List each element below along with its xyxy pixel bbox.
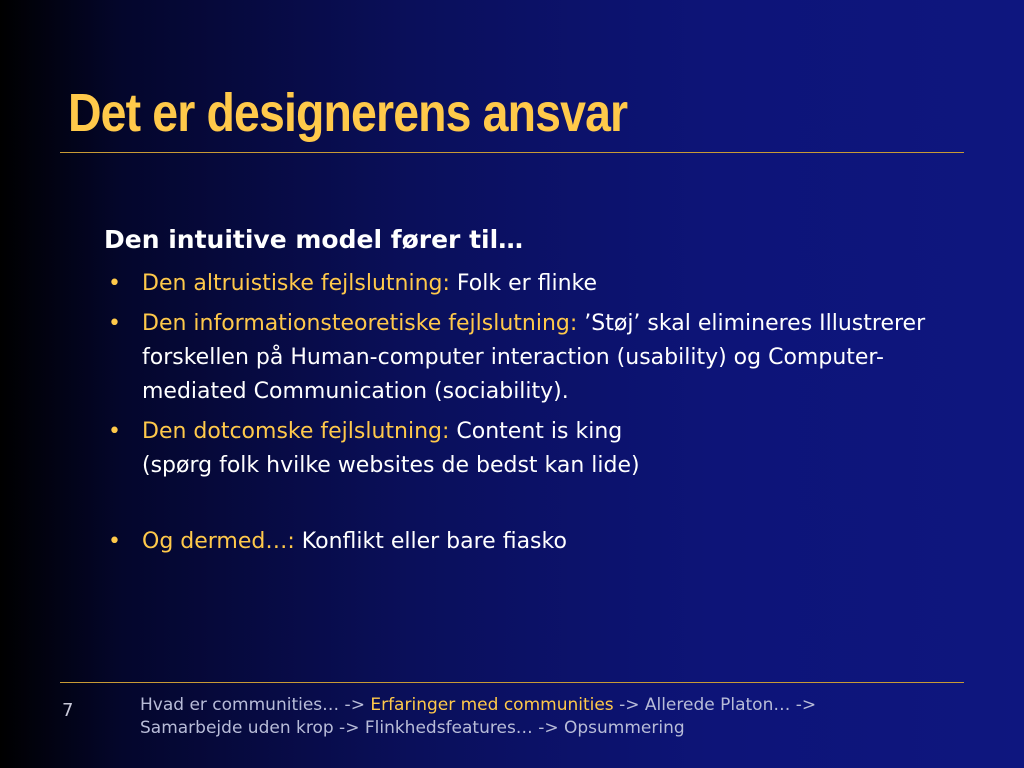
bullet-subtext: (spørg folk hvilke websites de bedst kan lide) bbox=[142, 453, 640, 478]
breadcrumb-line-2: Samarbejde uden krop -> Flinkhedsfeatures… -> Opsummering bbox=[140, 718, 685, 738]
bullet-dot-icon: • bbox=[108, 311, 121, 336]
breadcrumb-part: Hvad er communities… -> bbox=[140, 695, 371, 715]
bullet-dot-icon: • bbox=[108, 271, 121, 296]
bullet-item bbox=[104, 525, 974, 559]
bullet-list bbox=[104, 267, 974, 559]
breadcrumb-current: Erfaringer med communities bbox=[370, 695, 614, 715]
bullet-item bbox=[104, 267, 974, 301]
title-divider bbox=[60, 152, 964, 153]
bullet-highlight: Den altruistiske fejlslutning: bbox=[142, 271, 450, 296]
bullet-text: ’Støj’ skal elimineres Illustrerer forskellen på Human-computer interaction (usability) og Computer-mediated Communication (sociability). bbox=[142, 311, 926, 404]
bullet-highlight: Den informationsteoretiske fejlslutning: bbox=[142, 311, 578, 336]
intro-heading: Den intuitive model fører til… bbox=[104, 225, 524, 254]
bullet-highlight: Den dotcomske fejlslutning: bbox=[142, 419, 450, 444]
bullet-dot-icon: • bbox=[108, 529, 121, 554]
slide-title: Det er designerens ansvar bbox=[68, 83, 628, 143]
bullet-text: Folk er flinke bbox=[449, 271, 598, 296]
bullet-dot-icon: • bbox=[108, 419, 121, 444]
page-number: 7 bbox=[62, 700, 74, 721]
footer-breadcrumb bbox=[140, 694, 940, 740]
bullet-text: Konflikt eller bare fiasko bbox=[294, 529, 567, 554]
breadcrumb-part: -> Allerede Platon… -> bbox=[613, 695, 817, 715]
slide-content bbox=[104, 222, 974, 565]
footer-divider bbox=[60, 682, 964, 683]
bullet-item bbox=[104, 415, 974, 483]
bullet-text: Content is king bbox=[449, 419, 623, 444]
bullet-item bbox=[104, 307, 974, 409]
bullet-highlight: Og dermed…: bbox=[142, 529, 295, 554]
